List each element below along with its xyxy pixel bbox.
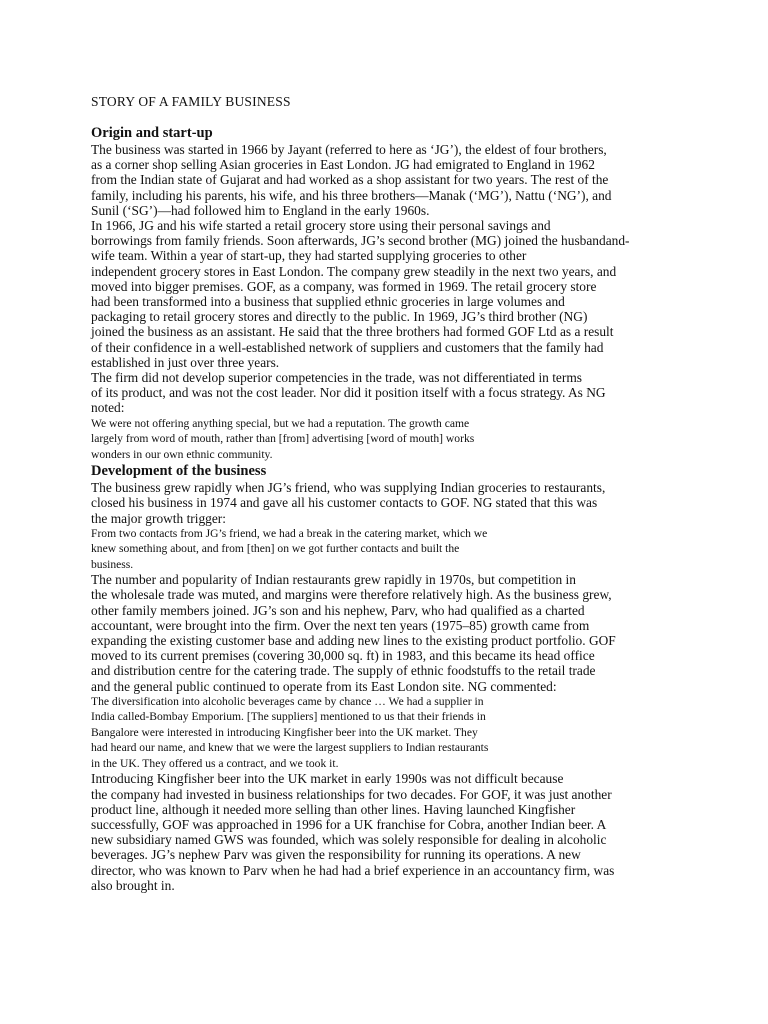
development-paragraph-a (91, 480, 691, 526)
text-line: had been transformed into a business that supplied ethnic groceries in large volumes and (91, 294, 565, 310)
text-line: and distribution centre for the catering trade. The supply of ethnic foodstuffs to the retail trade (91, 663, 596, 679)
quote-block-reputation (91, 416, 691, 463)
text-line: The firm did not develop superior competencies in the trade, was not differentiated in terms (91, 370, 582, 386)
text-line: accountant, were brought into the firm. Over the next ten years (1975–85) growth came from (91, 617, 590, 633)
quote-line: had heard our name, and knew that we were the largest suppliers to Indian restaurants (91, 741, 489, 755)
text-line: Sunil (‘SG’)—had followed him to England in the early 1960s. (91, 202, 430, 218)
text-line: from the Indian state of Gujarat and had worked as a shop assistant for two years. The rest of the (91, 172, 609, 188)
text-line: new subsidiary named GWS was founded, which was solely responsible for dealing in alcoholic (91, 832, 607, 848)
text-line: as a corner shop selling Asian groceries in East London. JG had emigrated to England in 1962 (91, 157, 595, 173)
text-line: of their confidence in a well-established network of suppliers and customers that the family had (91, 339, 604, 355)
text-line: the major growth trigger: (91, 510, 226, 526)
text-line: The number and popularity of Indian restaurants grew rapidly in 1970s, but competition in (91, 572, 576, 588)
text-line: moved into bigger premises. GOF, as a company, was formed in 1969. The retail grocery store (91, 278, 597, 294)
text-line: independent grocery stores in East London. The company grew steadily in the next two years, and (91, 263, 617, 279)
quote-line: in the UK. They offered us a contract, and we took it. (91, 756, 339, 770)
section-heading-origin: Origin and start-up (91, 125, 213, 141)
quote-line: wonders in our own ethnic community. (91, 447, 273, 461)
quote-line: Bangalore were interested in introducing Kingfisher beer into the UK market. They (91, 725, 478, 739)
text-line: packaging to retail grocery stores and directly to the public. In 1969, JG’s third brother (NG) (91, 309, 588, 325)
text-line: of its product, and was not the cost leader. Nor did it position itself with a focus strategy. As NG (91, 385, 606, 401)
text-line: director, who was known to Parv when he had had a brief experience in an accountancy firm, was (91, 862, 615, 878)
text-line: closed his business in 1974 and gave all his customer contacts to GOF. NG stated that this was (91, 495, 598, 511)
text-line: Introducing Kingfisher beer into the UK market in early 1990s was not difficult because (91, 771, 564, 787)
document-title: STORY OF A FAMILY BUSINESS (91, 94, 291, 109)
origin-paragraphs (91, 142, 691, 416)
text-line: and the general public continued to operate from its East London site. NG commented: (91, 678, 557, 694)
text-line: established in just over three years. (91, 354, 280, 370)
text-line: the wholesale trade was muted, and margins were therefore relatively high. As the business grew, (91, 587, 612, 603)
quote-block-catering (91, 526, 691, 573)
text-line: product line, although it needed more selling than other lines. Having launched Kingfisher (91, 801, 576, 817)
text-line: borrowings from family friends. Soon afterwards, JG’s second brother (MG) joined the husbandand- (91, 233, 630, 249)
text-line: The business was started in 1966 by Jayant (referred to here as ‘JG’), the eldest of four brothers, (91, 142, 607, 157)
text-line: also brought in. (91, 877, 175, 893)
text-line: family, including his parents, his wife, and his three brothers—Manak (‘MG’), Nattu (‘NG’), and (91, 187, 612, 203)
quote-line: business. (91, 557, 134, 571)
text-line: beverages. JG’s nephew Parv was given the responsibility for running its operations. A new (91, 847, 581, 863)
quote-block-beverages (91, 694, 691, 772)
section-heading-development: Development of the business (91, 463, 267, 480)
text-line: The business grew rapidly when JG’s friend, who was supplying Indian groceries to restaurants, (91, 480, 606, 496)
quote-line: We were not offering anything special, but we had a reputation. The growth came (91, 416, 470, 430)
document-page (91, 92, 691, 893)
quote-line: largely from word of mouth, rather than [from] advertising [word of mouth] works (91, 432, 475, 446)
text-line: In 1966, JG and his wife started a retail grocery store using their personal savings and (91, 218, 551, 234)
text-line: other family members joined. JG’s son and his nephew, Parv, who had qualified as a charted (91, 602, 585, 618)
development-paragraph-b (91, 572, 691, 694)
quote-line: knew something about, and from [then] on we got further contacts and built the (91, 542, 460, 556)
text-line: noted: (91, 400, 125, 416)
quote-line: The diversification into alcoholic beverages came by chance … We had a supplier in (91, 694, 484, 708)
quote-line: India called-Bombay Emporium. [The suppliers] mentioned to us that their friends in (91, 710, 486, 724)
text-line: expanding the existing customer base and adding new lines to the existing product portfolio. GOF (91, 633, 616, 649)
text-line: the company had invested in business relationships for two decades. For GOF, it was just another (91, 786, 612, 802)
development-paragraph-c (91, 771, 691, 893)
text-line: moved to its current premises (covering 30,000 sq. ft) in 1983, and this became its head office (91, 648, 595, 664)
quote-line: From two contacts from JG’s friend, we had a break in the catering market, which we (91, 526, 488, 540)
text-line: joined the business as an assistant. He said that the three brothers had formed GOF Ltd as a result (91, 324, 614, 340)
text-line: successfully, GOF was approached in 1996 for a UK franchise for Cobra, another Indian beer. A (91, 817, 607, 832)
text-line: wife team. Within a year of start-up, they had started supplying groceries to other (91, 248, 527, 264)
